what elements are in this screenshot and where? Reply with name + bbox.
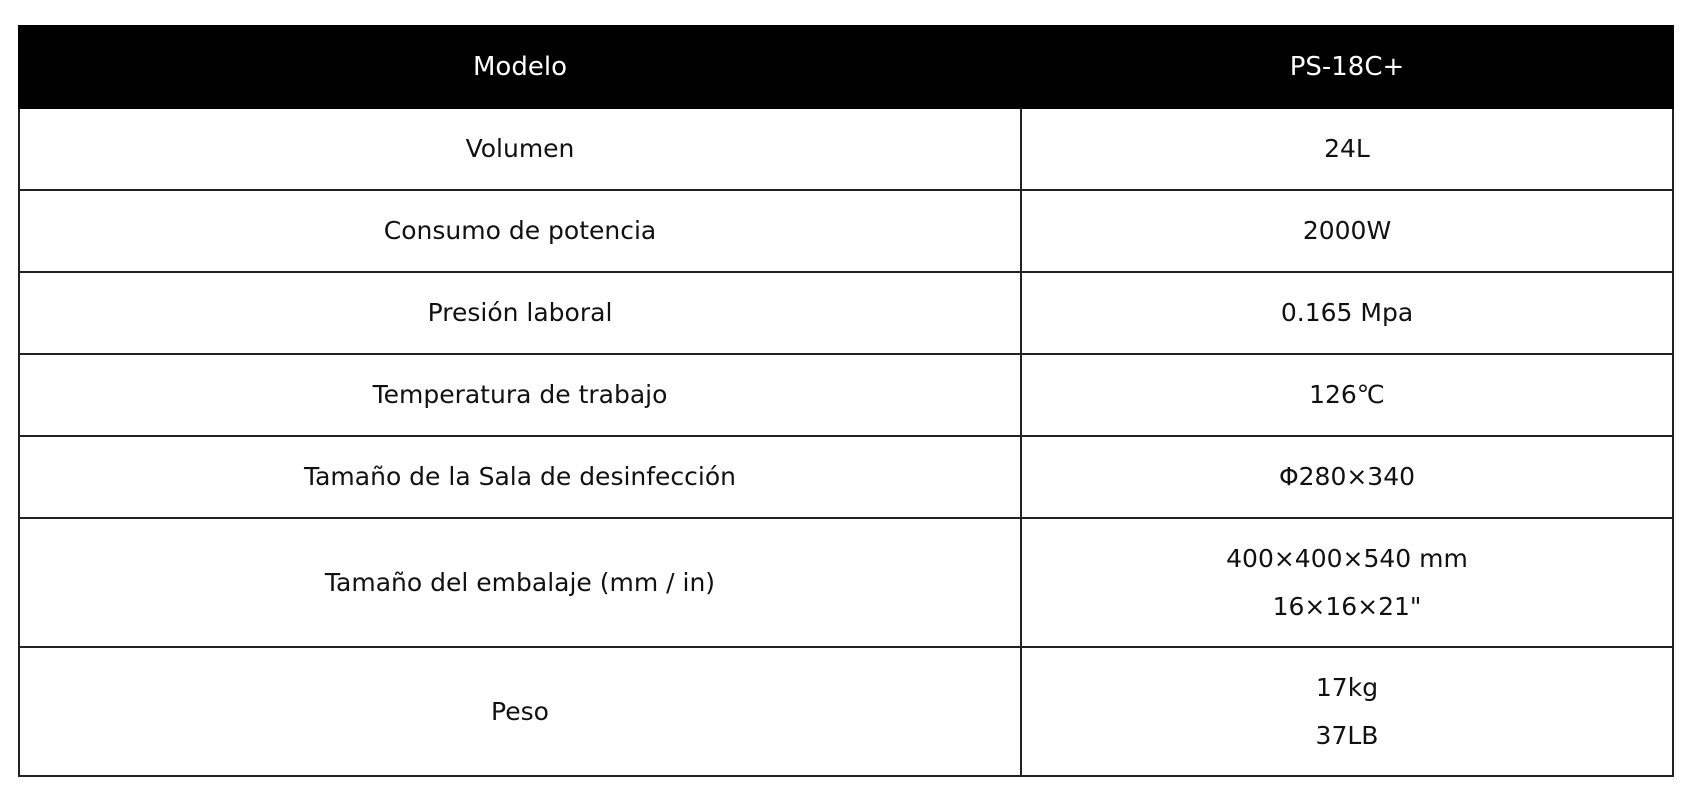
row-value (1021, 647, 1673, 776)
row-value-line: Φ280×340 (1278, 462, 1416, 491)
row-value-line: 17kg (1315, 672, 1379, 702)
row-value (1021, 272, 1673, 354)
table-row (19, 190, 1673, 272)
row-value-line: 37LB (1315, 720, 1379, 750)
table-header-row (19, 26, 1673, 108)
row-value (1021, 518, 1673, 647)
row-label: Consumo de potencia (19, 190, 1021, 272)
spec-table (18, 25, 1674, 777)
row-label: Tamaño del embalaje (mm / in) (19, 518, 1021, 647)
table-row (19, 647, 1673, 776)
row-value-line: 0.165 Mpa (1280, 298, 1414, 327)
row-value (1021, 354, 1673, 436)
row-value-line: 2000W (1302, 216, 1392, 245)
row-label: Peso (19, 647, 1021, 776)
header-value: PS-18C+ (1021, 26, 1673, 108)
row-value (1021, 190, 1673, 272)
table-row (19, 108, 1673, 190)
table-row (19, 272, 1673, 354)
row-label: Temperatura de trabajo (19, 354, 1021, 436)
row-label: Presión laboral (19, 272, 1021, 354)
table-row (19, 436, 1673, 518)
row-value (1021, 436, 1673, 518)
row-value-line: 126℃ (1309, 380, 1385, 409)
row-value-line: 24L (1324, 134, 1370, 163)
table-row (19, 518, 1673, 647)
row-value (1021, 108, 1673, 190)
row-value-line: 400×400×540 mm (1226, 543, 1468, 573)
row-label: Volumen (19, 108, 1021, 190)
row-value-line: 16×16×21" (1272, 591, 1422, 621)
table-row (19, 354, 1673, 436)
row-label: Tamaño de la Sala de desinfección (19, 436, 1021, 518)
header-label: Modelo (19, 26, 1021, 108)
